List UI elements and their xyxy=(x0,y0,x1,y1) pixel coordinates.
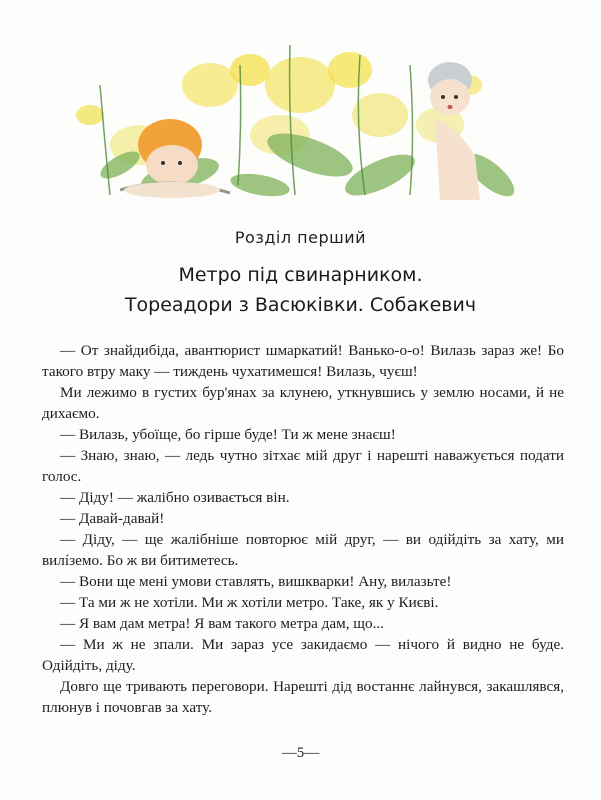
chapter-label: Розділ перший xyxy=(234,228,367,247)
chapter-illustration xyxy=(60,25,530,220)
paragraph: — Я вам дам метра! Я вам такого метра дам, що... xyxy=(60,615,384,632)
chapter-title-line-1: Метро під свинарником. xyxy=(178,264,423,286)
paragraph: — Та ми ж не хотіли. Ми ж хотіли метро. Таке, як у Києві. xyxy=(60,594,439,611)
body-text xyxy=(42,340,564,718)
paragraph: — Давай-давай! xyxy=(60,510,165,527)
paragraph: — Діду! — жалібно озивається він. xyxy=(60,489,290,506)
paragraph: — Діду, — ще жалібніше повторює мій друг, — ви одійдіть за хату, ми вилíземо. Бо ж ви битиметесь. xyxy=(42,531,564,569)
paragraph: Ми лежимо в густих бур'янах за клунею, уткнувшись у землю носами, й не дихаємо. xyxy=(42,384,564,422)
paragraph: Довго ще тривають переговори. Нарешті дід востаннє лайнувся, закашлявся, плюнув і почовгав за хату. xyxy=(42,678,564,716)
paragraph: — Ми ж не зпали. Ми зараз усе закидаємо — нічого й видно не буде. Одійдіть, діду. xyxy=(42,636,564,674)
chapter-title-line-2: Тореадори з Васюківки. Собакевич xyxy=(124,294,477,316)
paragraph: — Знаю, знаю, — ледь чутно зітхає мій друг і нарешті наважується подати голос. xyxy=(42,447,564,485)
paragraph: — От знайдибіда, авантюрист шмаркатий! Ванько-о-о! Вилазь зараз же! Бо такого втру маку — тиждень чухатимешся! Вилазь, чуєш! xyxy=(42,342,564,380)
chapter-title xyxy=(0,260,601,320)
paragraph: — Вони ще мені умови ставлять, вишкварки! Ану, вилазьте! xyxy=(60,573,452,590)
page-number: —5— xyxy=(281,745,320,761)
paragraph: — Вилазь, убоїще, бо гірше буде! Ти ж мене знаєш! xyxy=(60,426,396,443)
